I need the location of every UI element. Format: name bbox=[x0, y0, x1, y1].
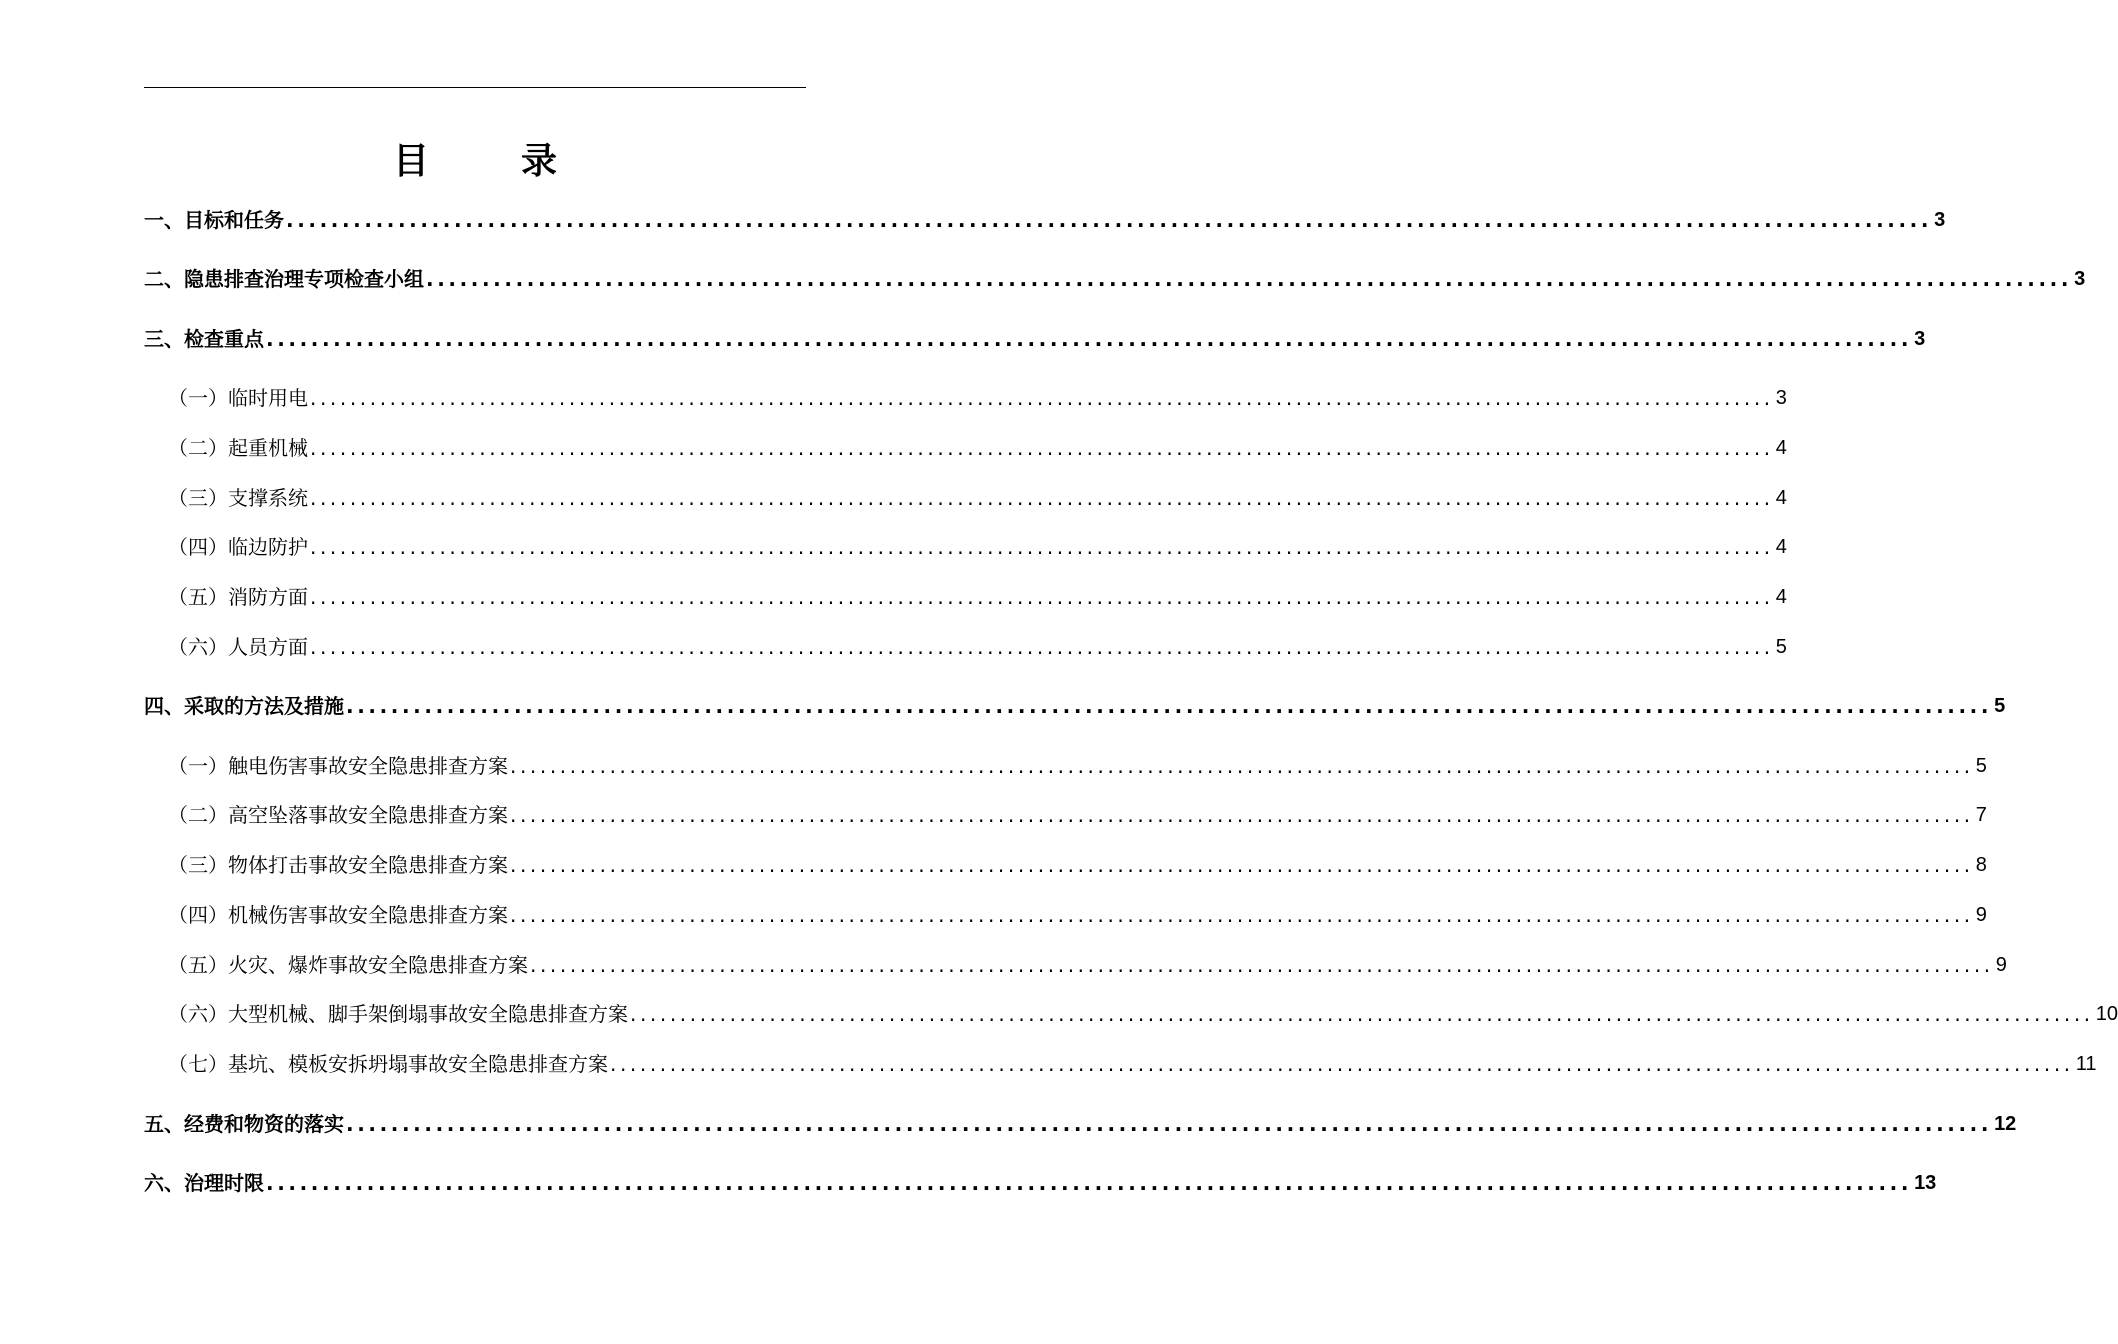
toc-leader-dots: ................................................................................................................................................... bbox=[310, 486, 1774, 510]
toc-entry-page: 4 bbox=[1775, 536, 1787, 558]
toc-leader-dots: ................................................................................................................................................... bbox=[510, 903, 1974, 927]
toc-entry[interactable] bbox=[168, 1050, 2097, 1078]
toc-entry[interactable] bbox=[168, 851, 1987, 879]
toc-entry-text: （七）基坑、模板安拆坍塌事故安全隐患排查方案 bbox=[168, 1052, 608, 1076]
toc-entry-page: 5 bbox=[1975, 755, 1987, 777]
toc-leader-dots: ................................................................................................................................................... bbox=[346, 694, 1993, 718]
toc-entry[interactable] bbox=[168, 951, 2007, 979]
toc-leader-dots: ................................................................................................................................................... bbox=[310, 635, 1774, 659]
toc-entry-text: 二、隐患排查治理专项检查小组 bbox=[144, 267, 424, 291]
toc-entry[interactable] bbox=[168, 901, 1987, 929]
toc-entry-page: 4 bbox=[1775, 437, 1787, 459]
toc-entry-page: 3 bbox=[1775, 387, 1787, 409]
toc-entry-text: 三、检查重点 bbox=[144, 327, 264, 351]
toc-entry-page: 5 bbox=[1994, 695, 2006, 717]
toc-entry[interactable] bbox=[144, 1169, 1937, 1197]
toc-entry-page: 4 bbox=[1775, 586, 1787, 608]
toc-entry-page: 12 bbox=[1994, 1113, 2017, 1135]
toc-leader-dots: ................................................................................................................................................... bbox=[630, 1002, 2094, 1026]
toc-entry-text: 四、采取的方法及措施 bbox=[144, 694, 344, 718]
toc-leader-dots: ................................................................................................................................................... bbox=[346, 1112, 1993, 1136]
toc-leader-dots: ................................................................................................................................................... bbox=[510, 754, 1974, 778]
toc-entry[interactable] bbox=[168, 533, 1787, 561]
toc-entry[interactable] bbox=[168, 384, 1787, 412]
toc-entry[interactable] bbox=[144, 265, 2086, 293]
toc-leader-dots: ................................................................................................................................................... bbox=[310, 585, 1774, 609]
toc-entry-page: 10 bbox=[2095, 1003, 2118, 1025]
toc-entry-text: （六）人员方面 bbox=[168, 635, 308, 659]
toc-entry-text: （二）高空坠落事故安全隐患排查方案 bbox=[168, 803, 508, 827]
toc-entry[interactable] bbox=[168, 752, 1987, 780]
toc-entry-text: （三）支撑系统 bbox=[168, 486, 308, 510]
toc-entry-page: 7 bbox=[1975, 804, 1987, 826]
toc-entry[interactable] bbox=[144, 1110, 2017, 1138]
toc-entry-page: 3 bbox=[1914, 328, 1926, 350]
toc-entry[interactable] bbox=[168, 801, 1987, 829]
toc-entry[interactable] bbox=[168, 1000, 2118, 1028]
toc-leader-dots: ................................................................................................................................................... bbox=[266, 1171, 1913, 1195]
toc-entry-page: 3 bbox=[2074, 268, 2086, 290]
toc-entry[interactable] bbox=[168, 633, 1787, 661]
toc-leader-dots: ................................................................................................................................................... bbox=[266, 327, 1913, 351]
toc-leader-dots: ................................................................................................................................................... bbox=[310, 535, 1774, 559]
toc-entry-text: （六）大型机械、脚手架倒塌事故安全隐患排查方案 bbox=[168, 1002, 628, 1026]
toc-entry[interactable] bbox=[168, 484, 1787, 512]
toc-leader-dots: ................................................................................................................................................... bbox=[426, 267, 2073, 291]
toc-entry[interactable] bbox=[144, 692, 2006, 720]
toc-entry-page: 3 bbox=[1934, 209, 1946, 231]
toc-leader-dots: ................................................................................................................................................... bbox=[510, 853, 1974, 877]
toc-leader-dots: ................................................................................................................................................... bbox=[310, 386, 1774, 410]
toc-leader-dots: ................................................................................................................................................... bbox=[310, 436, 1774, 460]
toc-entry-page: 5 bbox=[1775, 636, 1787, 658]
toc-entry-text: 五、经费和物资的落实 bbox=[144, 1112, 344, 1136]
toc-entry[interactable] bbox=[144, 325, 1926, 353]
toc-leader-dots: ................................................................................................................................................... bbox=[286, 208, 1933, 232]
toc-entry-text: （二）起重机械 bbox=[168, 436, 308, 460]
toc-entry[interactable] bbox=[144, 206, 1946, 234]
toc-entry-page: 4 bbox=[1775, 487, 1787, 509]
toc-entry-text: 一、目标和任务 bbox=[144, 208, 284, 232]
toc-entry-text: （三）物体打击事故安全隐患排查方案 bbox=[168, 853, 508, 877]
toc-leader-dots: ................................................................................................................................................... bbox=[510, 803, 1974, 827]
toc-entry-text: （四）临边防护 bbox=[168, 535, 308, 559]
toc-entry-page: 9 bbox=[1995, 954, 2007, 976]
toc-entry[interactable] bbox=[168, 583, 1787, 611]
toc-leader-dots: ................................................................................................................................................... bbox=[610, 1052, 2074, 1076]
toc-entry-text: （四）机械伤害事故安全隐患排查方案 bbox=[168, 903, 508, 927]
toc-entry-page: 9 bbox=[1975, 904, 1987, 926]
toc-entry-text: （一）临时用电 bbox=[168, 386, 308, 410]
toc-entry-text: （一）触电伤害事故安全隐患排查方案 bbox=[168, 754, 508, 778]
toc-entry-page: 8 bbox=[1975, 854, 1987, 876]
toc-entry-text: （五）火灾、爆炸事故安全隐患排查方案 bbox=[168, 953, 528, 977]
toc-entry[interactable] bbox=[168, 434, 1787, 462]
toc-entry-page: 13 bbox=[1914, 1172, 1937, 1194]
toc-entry-page: 11 bbox=[2075, 1053, 2097, 1075]
toc-title: 目 录 bbox=[392, 141, 585, 182]
toc-entry-text: （五）消防方面 bbox=[168, 585, 308, 609]
toc-leader-dots: ................................................................................................................................................... bbox=[530, 953, 1994, 977]
toc-entry-text: 六、治理时限 bbox=[144, 1171, 264, 1195]
